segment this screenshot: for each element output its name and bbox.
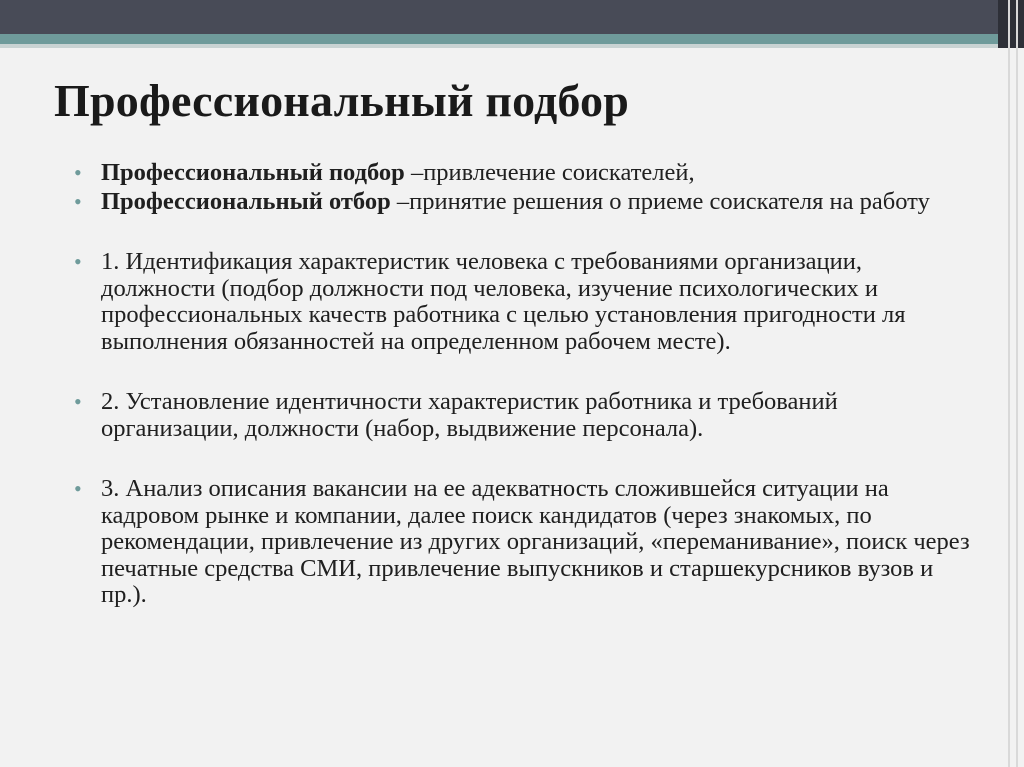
slide-title: Профессиональный подбор [54,75,629,126]
header-band [0,0,1024,34]
bullet-text: 2. Установление идентичности характеристик работника и требований организации, должности (набор, выдвижение персонала). [101,388,838,442]
bullet-item [74,160,974,187]
edge-stripe [1016,0,1018,767]
corner-decoration [998,0,1024,48]
bullet-item [74,476,974,609]
bullet-text: –привлечение соискателей, [404,159,695,186]
bullet-list [74,160,974,609]
bullet-term: Профессиональный подбор [101,159,405,186]
bullet-term: Профессиональный отбор [101,187,391,215]
edge-stripe [1008,0,1010,767]
bullet-item [74,189,974,216]
header-light-stripe [0,44,1024,48]
bullet-text: –принятие решения о приеме соискателя на работу [390,187,930,215]
bullet-text: 1. Идентификация характеристик человека с требованиями организации, должности (подбор должности под человека, изучение психологических и профессиональных качеств работника с целью установления пригодности ля выполнения обязанностей на определенном рабочем месте). [101,248,906,355]
bullet-item [74,249,974,355]
bullet-text: 3. Анализ описания вакансии на ее адекватность сложившейся ситуации на кадровом рынке и компании, далее поиск кандидатов (через знакомых, по рекомендации, привлечение из других организаций, «переманивание», поиск через печатные средства СМИ, привлечение выпускников и старшекурсников вузов и пр.). [101,475,970,608]
header-accent-stripe [0,34,1024,44]
bullet-item [74,389,974,442]
